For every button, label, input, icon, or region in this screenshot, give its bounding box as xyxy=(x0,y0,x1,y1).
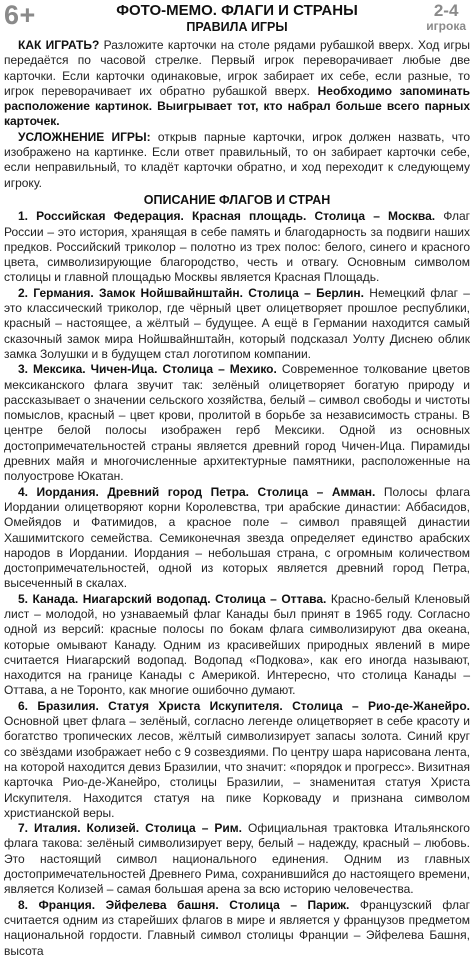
complication-paragraph xyxy=(4,130,470,191)
how-to-play-paragraph xyxy=(4,38,470,130)
flag-item-text: Современное толкование цветов мексиканского флага звучит так: зелёный олицетворяет богатую природу и рассказывает о значении сельского хозяйства, белый – символ свободы и чистоты помыслов, красный – цвет крови, пролитой в борьбе за независимость страны. В центре белой полосы изображен герб Мексики. Одной из основных достопримечательностей страны является древний город Чичен-Ица. Пирамиды древних майя и многочисленные архитектурные памятники, расположенные на полуострове Юкатан. xyxy=(4,362,470,484)
flag-item-title: 8. Франция. Эйфелева башня. Столица – Париж. xyxy=(18,897,350,912)
players-label: игрока xyxy=(426,19,466,33)
flag-item xyxy=(4,286,470,362)
how-to-play-emphasis: Необходимо запоминать расположение картинок. Выигрывает тот, кто набрал больше всего парных карточек. xyxy=(4,83,471,129)
flag-item-title: 4. Иордания. Древний город Петра. Столица – Амман. xyxy=(18,484,376,499)
flag-item-text: Немецкий флаг – это классический триколор, где чёрный цвет олицетворяет прошлое республики, красный – настоящее, а жёлтый – будущее. А ещё в Германии находится самый сказочный замок мира Нойшвайнштайн, который подсказал Уолту Диснею облик замка Золушки и в будущем стал логотипом компании. xyxy=(4,285,470,361)
flag-item-text: Полосы флага Иордании олицетворяют корни Королевства, три арабские династии: Аббасидов, Омейядов и Фатимидов, а красное поле – символ правящей династии Хашимитского семейства. Семиконечная звезда определяет единство арабских народов в Иордании. Иордания – небольшая страна, с огромным количеством достопримечательностей, одной из которых является древний город Петра, высеченный в скалах. xyxy=(4,484,470,591)
flag-item-text: Флаг России – это история, хранящая в себе память и благодарность за подвиги наших предков. Российский триколор – полотно из трех полос: белого, синего и красного цвета, символизирующие благородство, честь и отвагу. Основным символом столицы и главной площадью Москвы является Красная Площадь. xyxy=(4,209,470,285)
complication-label: УСЛОЖНЕНИЕ ИГРЫ: xyxy=(18,129,151,144)
flag-item-text: Французский флаг считается одним из старейших флагов в мире и является у французов предметом национальной гордости. Главный символ столицы Франции – Эйфелева Башня, высота xyxy=(4,897,470,958)
flag-item-text: Официальная трактовка Итальянского флага такова: зелёный символизирует веру, белый – надежду, красный – любовь. Это настоящий символ национального единения. Одним из главных достопримечательностей Древнего Рима, сохранившийся до настоящего времени, является Колизей – самая большая арена за всю историю человечества. xyxy=(4,821,470,897)
page-subtitle: ПРАВИЛА ИГРЫ xyxy=(186,20,288,34)
flag-item-title: 7. Италия. Колизей. Столица – Рим. xyxy=(18,821,243,836)
flag-item-text: Красно-белый Кленовый лист – молодой, но узнаваемый флаг Канады был принят в 1965 году. Согласно одной из версий: красные полосы по бокам флага символизируют два океана, которые омывают Канаду. Одним из красивейших природных явлений в мире считается Ниагарский водопад. Водопад «Подкова», как его иногда называют, находится на границе Канады с Америкой. Интересно, что столица Канады – Оттава, а не Торонто, как многие ошибочно думают. xyxy=(4,591,470,698)
flag-item-title: 2. Германия. Замок Нойшвайнштайн. Столица – Берлин. xyxy=(18,285,364,300)
flag-item-title: 5. Канада. Ниагарский водопад. Столица – Оттава. xyxy=(18,591,327,606)
how-to-play-text: Разложите карточки на столе рядами рубашкой вверх. Ход игры передаётся по часовой стрелке. Первый игрок переворачивает любые две карточки. Если карточки одинаковые, игрок забирает их себе, если разные, то игрок переворачивает их обратно рубашкой вверх. xyxy=(4,38,470,98)
section-heading: ОПИСАНИЕ ФЛАГОВ И СТРАН xyxy=(143,192,331,207)
page-title: ФОТО-МЕМО. ФЛАГИ И СТРАНЫ xyxy=(116,2,358,19)
flag-item xyxy=(4,362,470,484)
flag-item xyxy=(4,898,470,959)
main-content xyxy=(4,38,470,959)
flag-item xyxy=(4,592,470,699)
players-count: 2-4 xyxy=(433,1,459,20)
flag-item-title: 3. Мексика. Чичен-Ица. Столица – Мехико. xyxy=(18,362,277,377)
flag-item-title: 1. Российская Федерация. Красная площадь. Столица – Москва. xyxy=(18,209,436,224)
flag-item xyxy=(4,485,470,592)
flag-item xyxy=(4,209,470,285)
how-to-play-label: КАК ИГРАТЬ? xyxy=(18,38,100,52)
age-rating: 6+ xyxy=(4,0,36,30)
flag-item xyxy=(4,821,470,897)
flag-item-title: 6. Бразилия. Статуя Христа Искупителя. Столица – Рио-де-Жанейро. xyxy=(18,698,470,713)
flag-item-text: Основной цвет флага – зелёный, согласно легенде олицетворяет в себе красоту и богатство тропических лесов, жёлтый символизирует запасы золота. Синий круг со звёздами изображает небо с 9 созвездиями. По центру шара нарисована лента, на которой находится девиз Бразилии, что значит: «порядок и прогресс». Визитная карточка Рио-де-Жанейро, столицы Бразилии, – знаменитая статуя Христа Искупителя. Находится статуя на пике Корковаду и признана символом христианской веры. xyxy=(4,714,470,820)
complication-text: открыв парные карточки, игрок должен назвать, что изображено на картинке. Если ответ правильный, то он забирает карточки себе, если неправильный, то кладёт карточки обратно, и ход переходит к следующему игроку. xyxy=(4,129,470,190)
flag-item xyxy=(4,699,470,821)
